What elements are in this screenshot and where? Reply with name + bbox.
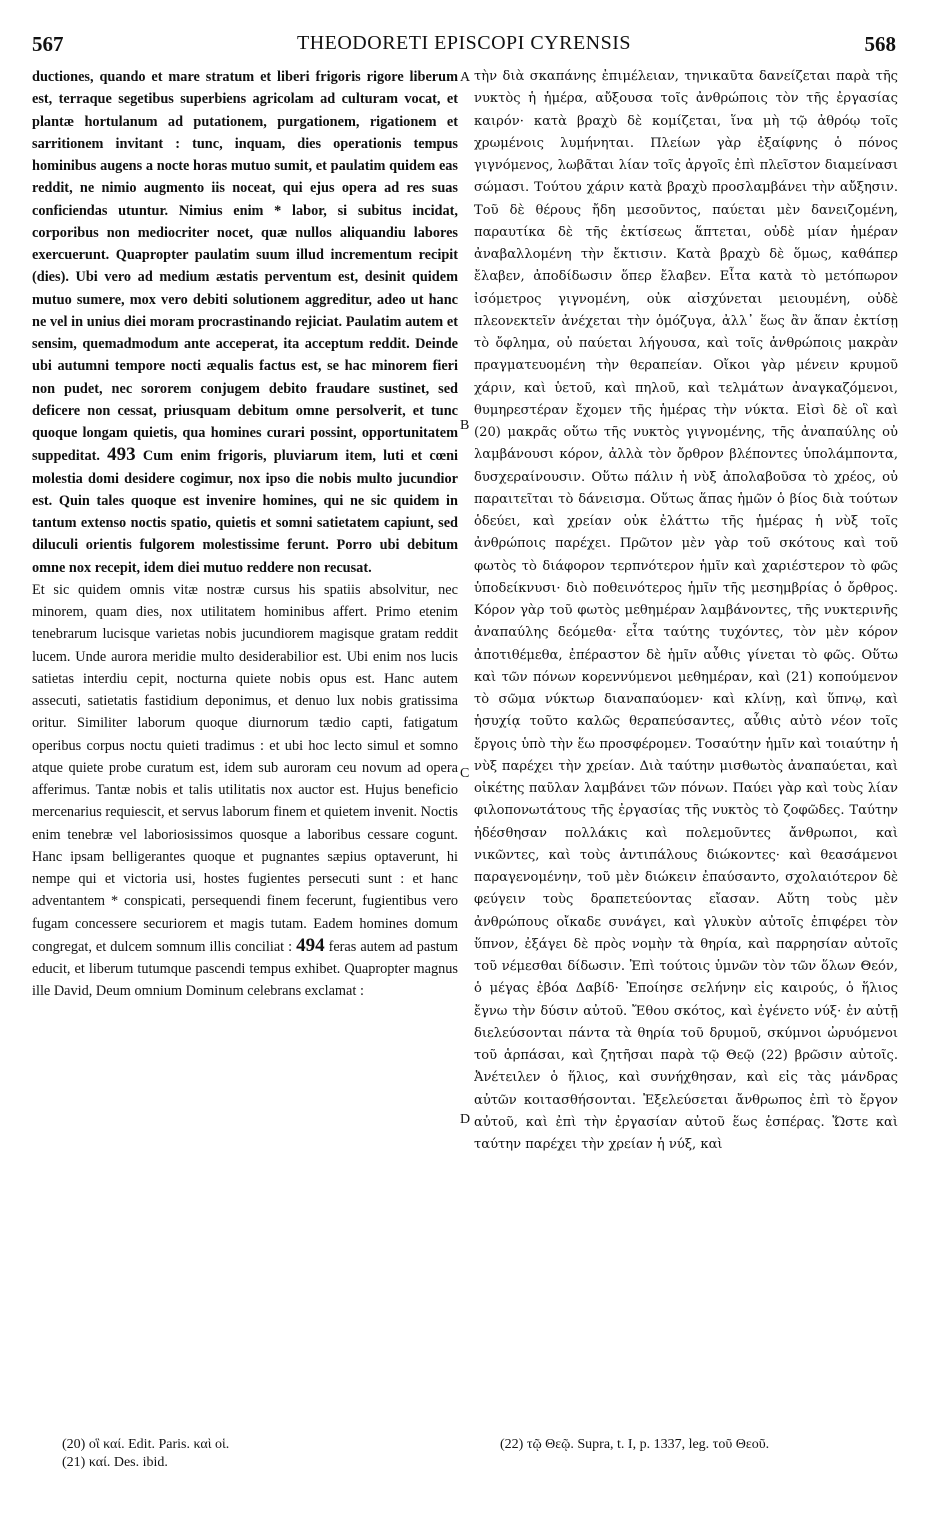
greek-text: τὴν διὰ σκαπάνης ἐπιμέλειαν, τηνικαῦτα δανείζεται παρὰ τῆς νυκτὸς ἡ ἡμέρα, αὔξουσα τοῖς ἀνθρώποις τὸν τῆς ἐργασίας καιρόν· κατὰ βραχὺ δὲ κομίζεται, ἵνα μὴ τῷ ἀθρόῳ τοῖς χρωμένοις λυμήνηται. Πλείων γὰρ ἐξαίφνης ὁ πόνος γιγνόμενος, λωβᾶται λίαν τοῖς ἀργοῖς ἐπὶ πλεῖστον διαμείνασι σώμασι. Τούτου χάριν κατὰ βραχὺ προσλαμβάνει τὴν αὔξησιν. Τοῦ δὲ θέρους ἤδη μεσοῦντος, παύεται μὲν δανειζομένη, παραυτίκα δὲ τῆς ἐκτίσεως ἅπτεται, οὐδὲ μίαν ἡμέραν ἀναβαλλομένη τὴν ἔκτισιν. Κατὰ βραχὺ δὲ ὅμως, καθάπερ ἔλαβεν, ἀποδίδωσιν ὅπερ ἔλαβεν. Εἶτα κατὰ τὸ μετόπωρον ἰσόμετρος γιγνομένη, οὐκ αἰσχύνεται μειουμένη, οὐδὲ πλεονεκτεῖν ἀνέχεται τὴν ὁμόζυγα, ἀλλ᾽ ἕως ἂν ἅπαν ἐκτίσῃ τὸ ὄφλημα, οὐ παύεται λήγουσα, καὶ τοῖς ἀνθρώποις μακρὰν πραγματευομένη τὴν θεραπείαν. Οἴκοι γὰρ μένειν κρυμοῦ χάριν, καὶ ὑετοῦ, καὶ πηλοῦ, καὶ τελμάτων ἀναγκαζόμενοι, θυμηρεστέραν ἔχομεν τῆς ἡμέρας τὴν νύκτα. Εἰσὶ δὲ οἳ καὶ (20) μακρᾶς οὕτω τῆς νυκτὸς γιγνομένης, τῆς ἀναπαύλης οὐ λαμβάνουσι κόρον, ἀλλὰ τὸν ὄρθρον βλέποντες ὑπολάμποντα, δυσχεραίνουσιν. Οὕτω πάλιν ἡ νὺξ ἀπολαβοῦσα τὸ χρέος, οὐ παραιτεῖται τὸ δάνεισμα. Οὕτως ἅπας ἡμῶν ὁ βίος διὰ τούτων ὁδεύει, καὶ χρείαν οὐκ ἐλάττω τῆς ἡμέρας ἡ νὺξ τοῖς ἀνθρώποις παρέχει. Πρῶτον μὲν γὰρ τοῦ σκότους καὶ τοῦ φωτὸς τὸ διάφορον τερπνότερον ἡμῖν καὶ χαριέστερον τὸ φῶς ὑποδείκνυσι· διὸ ποθεινότερος ἡμῖν τῆς μεσημβρίας ὁ ὄρθρος. Κόρον γὰρ τοῦ φωτὸς μεθημέραν λαμβάνοντες, τῆς νυκτερινῆς ἀναπαύλης δεόμεθα· εἶτα ταύτης τυχόντες, τὸν μὲν κόρον ἀποτιθέμεθα, ἐπέραστον δὲ ἡμῖν αὖθις γίνεται τὸ φῶς. Οὕτω καὶ τῶν πόνων κορεννύμενοι μεθημέραν, καὶ (21) κοπούμενον τὸ σῶμα νύκτωρ διαναπαύομεν· καὶ κλίνῃ, καὶ ὕπνῳ, καὶ ἡσυχίᾳ τοῦτο καλῶς θεραπεύσαντες, αὖθις αὐτὸ νέον τοῖς ἔργοις ὑπὸ τὴν ἕω προσφέρομεν. Τοσαύτην ἡμῖν καὶ τοιαύτην ἡ νὺξ παρέχει τὴν χρείαν. Διὰ ταύτην μισθωτὸς ἀναπαύεται, καὶ οἰκέτης παῦλαν λαμβάνει τῶν πόνων. Παύει γὰρ καὶ τοὺς λίαν φιλοπονωτάτους τῆς ἐργασίας τῆς νυκτὸς τὸ ζοφῶδες. Ταύτην ἠδέσθησαν πολλάκις καὶ πολεμοῦντες ἄνθρωποι, καὶ νικῶντες, καὶ τοὺς ἀντιπάλους διώκοντες· καὶ θεασάμενοι παραγενομένην, τοῦ μὲν διώκειν ἐπαύσαντο, σχολαιότερον δὲ φεύγειν τοὺς δραπετεύοντας εἴασαν. Αὕτη τοὺς μὲν ἀνθρώπους οἴκαδε συνάγει, καὶ γλυκὺν αὐτοῖς ἐπιφέρει τὸν ὕπνον, ἐξάγει δὲ πρὸς νομὴν τὰ θηρία, καὶ παρρησίαν αὐτοῖς τοῦ νέμεσθαι δίδωσιν. Ἐπὶ τούτοις ὑμνῶν τὸν τῶν ὅλων Θεόν, ὁ μέγας ἐβόα Δαβίδ· Ἐποίησε σελήνην εἰς καιρούς, ὁ ἥλιος ἔγνω τὴν δύσιν αὐτοῦ. Ἔθου σκότος, καὶ ἐγένετο νύξ· ἐν αὐτῇ διελεύσονται πάντα τὰ θηρία τοῦ δρυμοῦ, σκύμνοι ὠρυόμενοι τοῦ ἁρπάσαι, καὶ ζητῆσαι παρὰ τῷ Θεῷ (22) βρῶσιν αὐτοῖς. Ἀνέτειλεν ὁ ἥλιος, καὶ συνήχθησαν, καὶ εἰς τὰς μάνδρας αὐτῶν κοιτασθήσονται. Ἐξελεύσεται ἄνθρωπος ἐπὶ τὸ ἔργον αὐτοῦ, καὶ ἐπὶ τὴν ἐργασίαν αὐτοῦ ἕως ἑσπέρας. Ὥστε καὶ ταύτην παρέχει τὴν χρείαν ἡ νύξ, καὶ xyxy=(474,69,898,1152)
column-marker-494: 494 xyxy=(296,934,325,956)
latin-paragraph-bold xyxy=(32,66,458,579)
margin-letter-d: D xyxy=(460,1112,471,1127)
column-marker-493: 493 xyxy=(107,444,136,466)
footnote-20: (20) οἳ καί. Edit. Paris. καὶ οἱ. xyxy=(62,1437,230,1452)
footnote-22: (22) τῷ Θεῷ. Supra, t. I, p. 1337, leg. τοῦ Θεοῦ. xyxy=(500,1437,770,1452)
running-header xyxy=(32,32,896,66)
margin-letter-a: A xyxy=(460,70,471,85)
margin-letter-c: C xyxy=(460,766,470,781)
latin-text-regular-2: feras autem ad pastum educit, et liberum tutumque pascendi tempus exhibet. Quapropter magnus ille David, Deum omnium Dominum celebrans exclamat : xyxy=(32,938,458,1000)
running-title: THEODORETI EPISCOPI CYRENSIS xyxy=(296,32,632,54)
latin-text-regular: Et sic quidem omnis vitæ nostræ cursus his spatiis absolvitur, nec minorem, quam dies, nox utilitatem hominibus affert. Primo etenim tenebrarum lucisque varietas nobis jucundiorem magisque gratam reddit lucem. Unde aurora meridie multo desiderabilior est. Ubi enim nos lucis satietas interdiu cepit, nocturna quiete nobis opus est. Hanc autem assecuti, satietatis fastidium deponimus, et denuo lux nobis gratissima oritur. Similiter laborum quoque diurnorum tædio capti, fatigatum operibus corpus noctu quieti tradimus : et ubi hoc lecto simul et somno atque quiete probe curatum est, idem sub auroram ceu novum ad opera afferimus. Tantæ nobis et talis utilitatis nox auctor est. Hujus beneficio mercenarius requiescit, et servus laborum finem et quietem invenit. Noctis enim tenebræ vel laboriosissimos quosque a laboribus cessare cogunt. Hanc ipsam belligerantes quoque et pugnantes sæpius optaverunt, hi nempe qui et victoria usi, hostes fugientes persecuti sunt : et hanc adventantem * conspicati, persequendi finem fecerunt, fugientibus vero fugam concessere securiorem et magis tutam. Eadem homines domum congregat, et dulcem somnum illis conciliat : xyxy=(32,581,458,955)
footnotes-right xyxy=(500,1436,900,1454)
latin-paragraph-regular xyxy=(32,579,458,1003)
latin-text-bold: ductiones, quando et mare stratum et liberi frigoris rigore liberum est, terraque segetibus superbiens agricolam ad culturam vocat, et plantæ hortulanum ad putationem, purgationem, rigationem et sarritionem invitant : tunc, inquam, dies operationis tempus hominibus augens a nocte horas mutuo sumit, et paulatim quidem eas reddit, ne nimio augmento iis noceat, qui ejus opera ad res suas conficiendas utuntur. Nimius enim * labor, si subitus incidat, corporibus non mediocriter nocet, quæ nullos aliquandiu labores exercuerunt. Quapropter paulatim suum illud incrementum recipit (dies). Ubi vero ad medium æstatis perventum est, desinit quidem mutuo sumere, mox vero debiti solutionem aggreditur, adeo ut hanc ne vel in unius diei moram procrastinando rejiciat. Paulatim autem et sensim, quemadmodum ante acceperat, ita acceptum reddit. Deinde ubi autumni tempore nocti æqualis factus est, se hac minorem fieri non pudet, nec sororem conjugem debito fraudare sustinet, sed deficere non cessat, priusquam debitum omne persolverit, et tunc quoque longam quietis, qua homines curari possint, opportunitatem suppeditat. xyxy=(32,69,458,465)
latin-column xyxy=(32,66,458,1406)
page-number-right: 568 xyxy=(864,32,896,56)
page-number-left: 567 xyxy=(32,32,64,56)
footnote-21: (21) καί. Des. ibid. xyxy=(62,1455,168,1470)
footnotes-left xyxy=(62,1436,462,1472)
greek-column xyxy=(474,66,898,1406)
margin-letter-b: B xyxy=(460,418,470,433)
latin-text-bold-2: Cum enim frigoris, pluviarum item, luti et cœni molestia domi desidere cogimur, nox ipso die nobis multo jucundior est. Quin tales quoque est invenire homines, qui ne sic quidem in tantum extenso noctis spatio, quietis et somni satietatem capiunt, sed diluculi orientis fulgorem molestissime ferunt. Porro ubi debitum omne nox recepit, idem diei mutuo reddere non recusat. xyxy=(32,448,458,576)
